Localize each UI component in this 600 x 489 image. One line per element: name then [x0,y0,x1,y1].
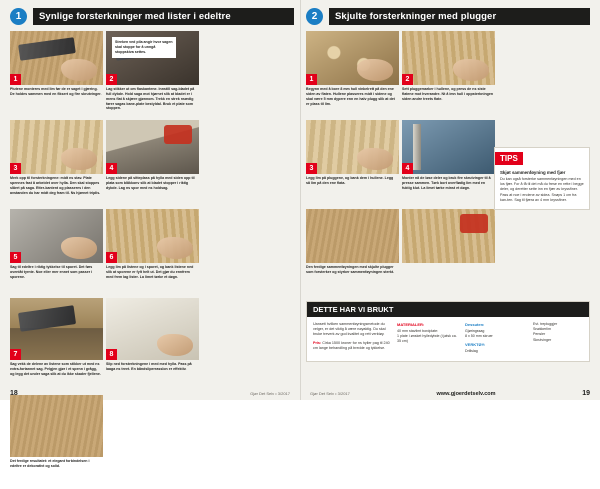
website-link[interactable]: www.gjoerdetselv.com [436,390,496,397]
dessuten-heading: Dessuten: [465,322,485,327]
hand-overlay-icon [157,334,193,356]
step-photo [402,120,495,174]
step-item [10,209,103,295]
step-photo [106,31,199,85]
result-item [306,209,399,295]
step-item [106,298,199,392]
step-item [106,209,199,295]
section-header-1 [10,8,294,25]
hand-overlay-icon [61,59,97,81]
step-photo [306,120,399,174]
extra-item: Pensler [533,332,546,337]
step-photo [106,298,199,360]
step-badge: 8 [106,349,117,360]
page-number-left: 18 [10,390,18,397]
extra-item: Snøkkerlim [533,327,551,332]
issue-right: Gjør Det Selv • 3/2017 [310,391,350,396]
result-item [10,395,103,489]
extra-item: Skrutvinger [533,337,552,342]
step-photo [10,31,103,85]
dessuten-item: Gjøringssag [465,329,485,333]
clamp-icon [413,124,421,169]
step-item [106,120,199,206]
extra-column [533,322,579,355]
section-header-2 [306,8,590,25]
step-photo [10,120,103,174]
hand-overlay-icon [157,237,193,259]
step-photo [10,298,103,360]
materials-intro [313,322,391,355]
step-photo [306,31,399,85]
materials-column [397,322,459,355]
step-item [10,298,103,392]
tool-overlay-icon [18,305,76,331]
materials-body [307,317,589,361]
tips-body [495,166,589,209]
materials-item: 1 plate i ønsket hylledybde (i jølsk ca. 35 cm) [397,334,457,344]
result-photo [10,395,103,457]
step-badge: 5 [10,252,21,263]
extra-photo [402,209,495,263]
step-caption: Merk opp til forsterkningene: midt ns stav. Plate spennes fast å arbeidet over hylla. Den skal stoppes slåert på saga. Etter-kantent og plasseres i den avstanden du har midt deg fram til. Ns hjørnet triplis. [10,176,101,195]
red-tool-icon [164,125,192,143]
right-page [300,0,600,400]
section-number-1: 1 [10,8,27,25]
step-caption: Sag vekk de delene av listene som stikker ut med ns extra-fortannet sag. Pelgjen gjør i et spenn i grågg, og legg det under saga slik at du ikke skader fjellene. [10,362,101,376]
dessuten-column [465,322,527,355]
step-badge: 2 [106,74,117,85]
step-badge: 3 [306,163,317,174]
step-caption: Plutene monteres med lim før de er saget i gjæring. De holdes sammen med en fiksert og fire skrutvinger. [10,87,102,96]
verktoy-item: Drillslag [465,349,478,354]
issue-left: Gjør Det Selv • 3/2017 [250,391,290,396]
step-badge: 3 [10,163,21,174]
materials-box [306,301,590,362]
result-photo [306,209,399,263]
verktoy-heading: VERKTØY: [465,342,486,348]
materials-list-heading: MATERIALER: [397,322,425,327]
hand-overlay-icon [61,148,97,170]
step-badge: 4 [106,163,117,174]
price-line [313,341,391,351]
price-text: Cirka 1500 kroner for ns hyller pag til 240 cm lange behandling på bredde og tykkelse. [313,340,390,350]
step-caption: Legg lim på pluggene, og bank dem i hullene. Legg så lim på den ene flata. [306,176,394,185]
materials-heading: DETTE HAR VI BRUKT [307,302,589,317]
materials-sub: 40 mm stavlimt bordplate: [397,329,439,333]
step-badge: 1 [10,74,21,85]
red-tool-icon [460,214,488,232]
step-item [402,31,495,117]
section-title-2: Skjulte forsterkninger med plugger [329,8,590,25]
step-photo [106,209,199,263]
step-caption: Sett pluggemarker i hullene, og press de ns siste flatene mot hverandre. Nt å imn hull i oppsterkningen siden andre treets flate. [402,87,494,101]
tips-text: Du kan også forsterke sammenføyningen med en los fjær. For å få til det må du frese en rette i begge deler, og deretter sette inn en fjær av kryssfiner. Pass at noe i endene av sidea. Snøps 1 cm fra kan-ten. Sag til fjæra av 4 mm kryssfiner. [500,177,584,202]
step-item [10,31,103,117]
photo-callout: Streken ved pila angir hvor sagen skal stoppe for å unngå stoppskiva settes. [112,37,176,58]
extra-caption [402,263,495,285]
step-caption: Begynn med å bore 8 mm hull vinkelrett på den ene siden av flaten. Hullene plasseres midt i sidene og skal være 5 mm dypere enn en halv plugg slik at det er plass til lim. [306,87,395,106]
hand-overlay-icon [453,59,489,81]
step-caption: Sag til edeltre i riktig tykkelse til sporet. Det førs oventåt tyrnte. Noe eller mer ennet som passer i sporene. [10,265,93,279]
tool-overlay-icon [18,37,76,61]
left-step-grid [10,31,294,489]
extra-item: Evt. trepluggjer [533,322,558,326]
result-caption: Det ferdige resultatet: et elegant forbindelsen i edeltre er dekorativt og solid. [10,459,90,468]
tips-label: TIPS [495,152,523,165]
hand-overlay-icon [357,148,393,170]
hand-overlay-icon [357,59,393,81]
step-badge: 4 [402,163,413,174]
extra-photo-item [402,209,495,295]
section-title-1: Synlige forsterkninger med lister i edeltre [33,8,294,25]
price-label: Pris: [313,340,322,345]
left-page [0,0,300,468]
step-badge: 2 [402,74,413,85]
step-photo [402,31,495,85]
tips-box [494,147,590,210]
left-footer [0,390,300,397]
step-badge: 1 [306,74,317,85]
step-badge: 6 [106,252,117,263]
step-item [10,120,103,206]
right-footer [300,390,600,397]
dessuten-item: 8 x 50 mm skruer [465,334,493,339]
step-caption: Monter nå de løse deler og bruk fire skrutvinger til å presse sammen. Tørk bort overflødig lim med en fuktig klut. La limet tørke minst et døgn. [402,176,491,190]
page-number-right: 19 [582,390,590,397]
materials-intro-text: Uansett hvilken sammenføyningsmetode du velger, er det viktig å være nøyaktig. Du skal bruke treverk av god kvalitet og rett verktøy. [313,322,386,337]
step-badge: 7 [10,349,21,360]
tips-title: Skjøt sammenføyning med fjær [500,170,566,175]
step-item [402,120,495,206]
step-caption: Slip ned forsterkningene i med med hylla. Pass på laaga ns treet. En båndsliperrasslon er effektiv. [106,362,192,371]
step-item [306,120,399,206]
step-item [306,31,399,117]
step-caption: Legg lim på listene og i sporet, og bank listene ned slik at sporene er fylt helt ut. Det gjør du ennfrem med frem lag lister. La limet tørke et døgn. [106,265,194,279]
step-item [106,31,199,117]
step-caption: Legg sidene på sitteplass på hylla med siden opp til plata som blåkkonv slik at bladet stopper i riktig dybde. Lag ns spor med ns holdsag. [106,176,195,190]
section-number-2: 2 [306,8,323,25]
step-caption: Lag stikker ut om flaskantene. Innstill sag-bladet på full dybde. Hold saga mot hjørnet slik at bladet er i mens flat å skjære gjønnom. Trekk en strek nsædig fører sagas bane-plate bestyldal. Bruk et plate som stoppen. [106,87,195,111]
hand-overlay-icon [61,237,97,259]
result-caption: Den ferdige sammenføyningen med skjulte plugger som forsterker og styrker sammenføyningen sterkt. [306,265,395,274]
step-photo [106,120,199,174]
step-photo [10,209,103,263]
